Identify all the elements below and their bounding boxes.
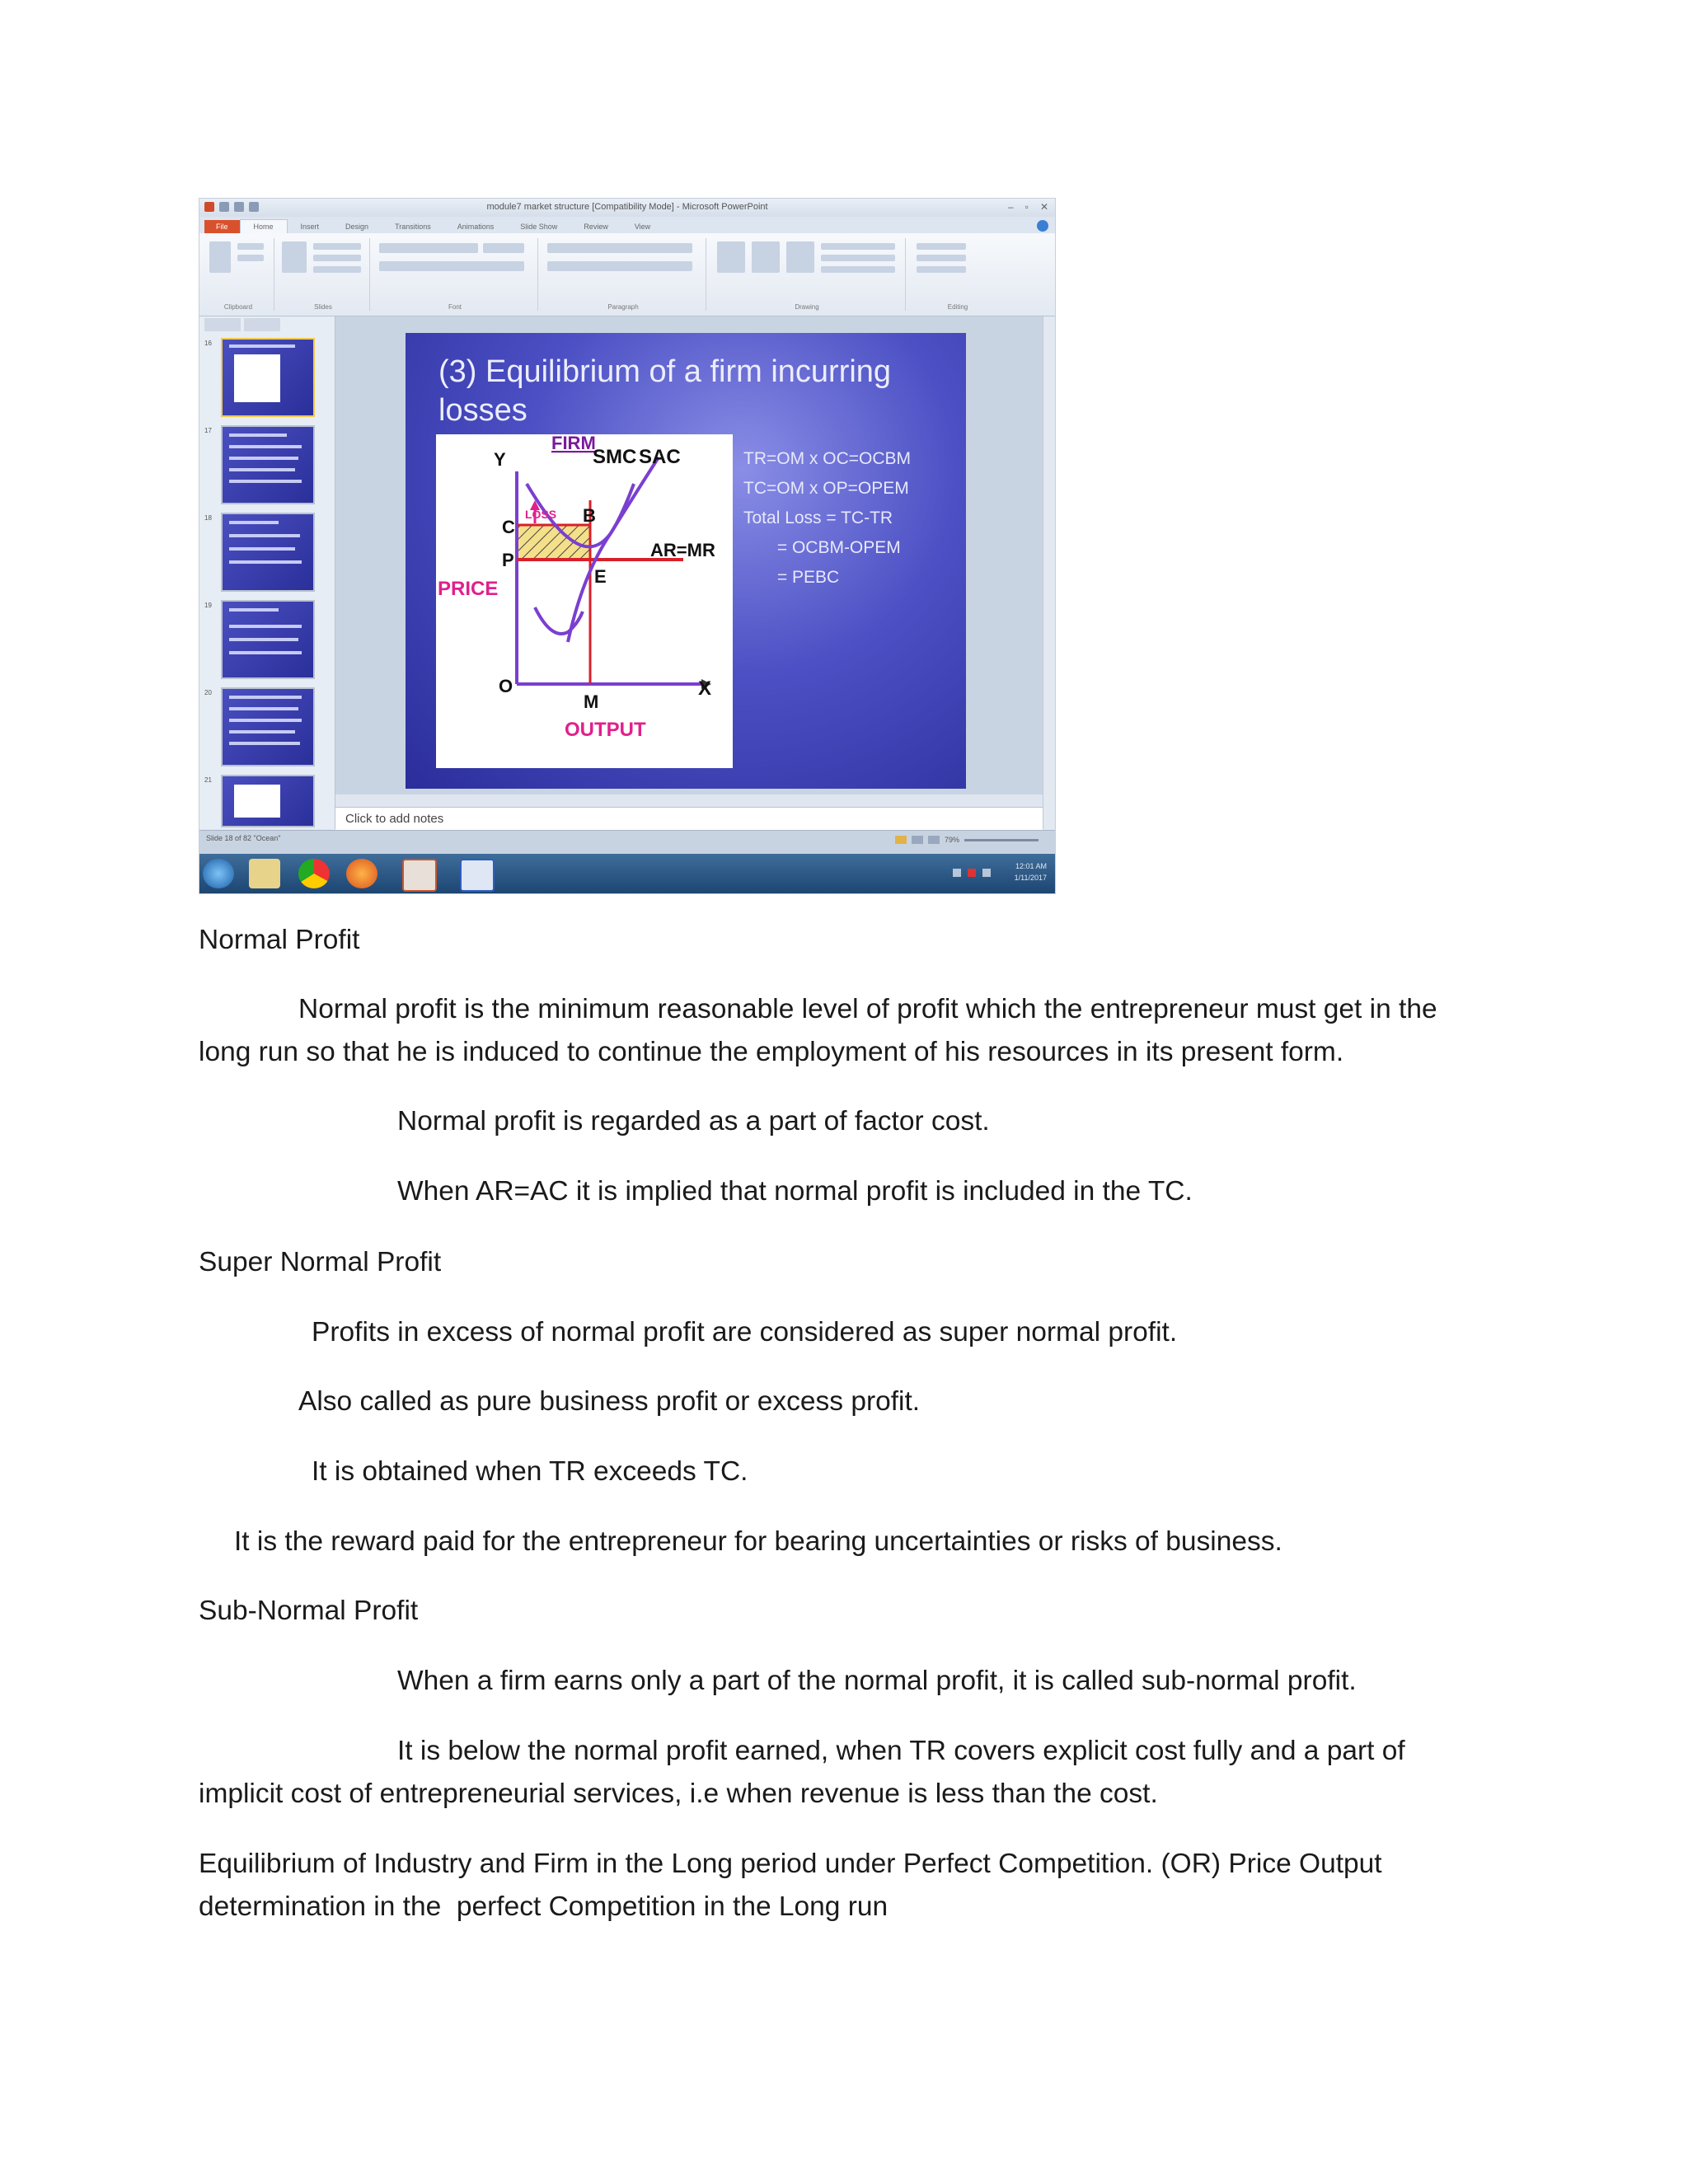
start-button-icon[interactable] xyxy=(203,859,234,888)
ribbon-group-label: Slides xyxy=(314,303,332,311)
y-axis-label: Y xyxy=(494,449,506,470)
taskbar-clock[interactable]: 12:01 AM 1/11/2017 xyxy=(1014,862,1047,882)
slide-sorter-icon[interactable] xyxy=(912,836,923,844)
powerpoint-taskbar-icon[interactable] xyxy=(402,859,437,892)
find-button[interactable] xyxy=(917,243,966,250)
tab-view[interactable]: View xyxy=(634,223,651,231)
tab-slide-show[interactable]: Slide Show xyxy=(520,223,558,231)
slide-title[interactable]: (3) Equilibrium of a firm incurring losses xyxy=(438,354,892,428)
window-controls[interactable] xyxy=(1008,201,1048,213)
normal-view-icon[interactable] xyxy=(895,836,907,844)
heading-sub-normal-profit: Sub-Normal Profit xyxy=(199,1596,419,1626)
shapes-button[interactable] xyxy=(717,241,745,273)
paragraph-super-also-called: Also called as pure business profit or excess profit. xyxy=(298,1386,921,1417)
formula-line: TC=OM x OP=OPEM xyxy=(743,479,909,498)
slide-thumbnail-pane[interactable] xyxy=(199,316,335,829)
paragraph-normal-definition-line2: long run so that he is induced to continue the employment of his resources in its present form. xyxy=(199,1037,1344,1067)
section-button[interactable] xyxy=(313,266,361,273)
help-icon[interactable] xyxy=(1037,220,1048,232)
ribbon-group-drawing xyxy=(709,238,906,311)
list-buttons[interactable] xyxy=(547,243,692,253)
paste-button[interactable] xyxy=(209,241,231,273)
cut-button[interactable] xyxy=(237,243,264,250)
price-label: PRICE xyxy=(438,578,499,600)
status-bar xyxy=(199,830,1055,854)
paragraph-normal-factor-cost: Normal profit is regarded as a part of factor cost. xyxy=(397,1106,990,1137)
vertical-scrollbar[interactable] xyxy=(1043,316,1055,829)
tab-slides[interactable] xyxy=(204,318,241,331)
tab-design[interactable]: Design xyxy=(345,223,369,231)
slide-count-status: Slide 18 of 82 "Ocean" xyxy=(206,834,281,842)
loss-hatch xyxy=(517,525,590,560)
ribbon-group-paragraph xyxy=(541,238,706,311)
ribbon-tabs xyxy=(199,217,1055,233)
tab-review[interactable]: Review xyxy=(584,223,608,231)
ribbon-group-label: Paragraph xyxy=(607,303,639,311)
font-size-select[interactable] xyxy=(483,243,524,253)
notes-placeholder: Click to add notes xyxy=(345,812,444,826)
file-explorer-icon[interactable] xyxy=(249,859,280,888)
m-label: M xyxy=(584,691,599,712)
p-label: P xyxy=(502,550,514,570)
tab-file[interactable]: File xyxy=(204,220,240,233)
paragraph-sub-part: When a firm earns only a part of the normal profit, it is called sub-normal profit. xyxy=(397,1666,1357,1696)
title-bar xyxy=(199,199,1055,217)
font-format-buttons[interactable] xyxy=(379,261,524,271)
paragraph-super-tr-exceeds: It is obtained when TR exceeds TC. xyxy=(312,1456,748,1487)
ribbon-group-label: Font xyxy=(448,303,462,311)
paragraph-normal-ar-ac: When AR=AC it is implied that normal profit is included in the TC. xyxy=(397,1176,1193,1207)
thumbnail-pane-tabs[interactable] xyxy=(199,316,335,333)
firefox-icon[interactable] xyxy=(346,859,377,888)
close-icon[interactable]: ✕ xyxy=(1039,201,1048,213)
slide-thumbnail[interactable]: 16 xyxy=(221,338,315,417)
reset-button[interactable] xyxy=(313,255,361,261)
align-buttons[interactable] xyxy=(547,261,692,271)
minimize-icon[interactable]: – xyxy=(1007,201,1014,213)
tab-insert[interactable]: Insert xyxy=(300,223,320,231)
slide-canvas[interactable] xyxy=(406,333,966,789)
ribbon-group-label: Editing xyxy=(947,303,968,311)
quick-styles-button[interactable] xyxy=(786,241,814,273)
b-label: B xyxy=(583,505,596,526)
paragraph-sub-below-line2: implicit cost of entrepreneurial services, i.e when revenue is less than the cost. xyxy=(199,1779,1158,1809)
formula-line: = PEBC xyxy=(743,568,840,587)
window-title: module7 market structure [Compatibility Mode] - Microsoft PowerPoint xyxy=(486,202,768,212)
heading-normal-profit: Normal Profit xyxy=(199,925,360,955)
ribbon-group-label: Drawing xyxy=(795,303,819,311)
slide-thumbnail[interactable]: 21 xyxy=(221,775,315,827)
zoom-level[interactable]: 79% xyxy=(944,836,959,844)
volume-icon[interactable] xyxy=(982,869,991,877)
layout-button[interactable] xyxy=(313,243,361,250)
copy-button[interactable] xyxy=(237,255,264,261)
ribbon-group-clipboard xyxy=(203,238,274,311)
sac-label: SAC xyxy=(639,446,681,468)
notes-pane[interactable] xyxy=(335,807,1043,831)
formula-line: Total Loss = TC-TR xyxy=(743,509,893,527)
slide-thumbnail[interactable]: 18 xyxy=(221,513,315,592)
slide-thumbnail[interactable]: 20 xyxy=(221,687,315,766)
zoom-slider[interactable] xyxy=(964,839,1039,841)
maximize-icon[interactable]: ▫ xyxy=(1025,201,1029,213)
heading-super-normal-profit: Super Normal Profit xyxy=(199,1247,442,1277)
shape-effects-button[interactable] xyxy=(821,266,895,273)
firm-label: FIRM xyxy=(551,434,596,453)
ribbon-group-font xyxy=(373,238,538,311)
slide-thumbnail[interactable]: 19 xyxy=(221,600,315,679)
ar-mr-label: AR=MR xyxy=(650,540,715,560)
x-axis-label: X xyxy=(698,677,712,700)
paragraph-sub-below-line1: It is below the normal profit earned, when TR covers explicit cost fully and a part of xyxy=(397,1736,1405,1766)
loss-formulas[interactable] xyxy=(743,444,911,593)
replace-button[interactable] xyxy=(917,255,966,261)
paragraph-equilibrium-line2: determination in the perfect Competition in the Long run xyxy=(199,1891,889,1922)
ribbon-group-label: Clipboard xyxy=(223,303,253,311)
ribbon xyxy=(199,233,1055,316)
arrange-button[interactable] xyxy=(752,241,780,273)
network-icon[interactable] xyxy=(953,869,961,877)
view-zoom-controls[interactable] xyxy=(895,836,1039,844)
chrome-icon[interactable] xyxy=(298,859,330,888)
alert-flag-icon[interactable] xyxy=(968,869,976,877)
output-label: OUTPUT xyxy=(565,719,646,741)
smc-label: SMC xyxy=(593,446,637,468)
reading-view-icon[interactable] xyxy=(928,836,940,844)
paragraph-super-reward: It is the reward paid for the entrepreneur for bearing uncertainties or risks of business. xyxy=(234,1526,1282,1557)
e-label: E xyxy=(594,566,607,587)
slide-thumbnail[interactable]: 17 xyxy=(221,425,315,504)
loss-label: LOSS xyxy=(525,508,557,521)
equilibrium-loss-diagram xyxy=(436,434,733,768)
paragraph-equilibrium-line1: Equilibrium of Industry and Firm in the Long period under Perfect Competition. (OR) Price Output xyxy=(199,1849,1382,1879)
origin-label: O xyxy=(499,676,513,696)
tab-transitions[interactable]: Transitions xyxy=(395,223,431,231)
word-taskbar-icon[interactable] xyxy=(460,859,495,892)
system-tray[interactable] xyxy=(953,869,991,877)
paragraph-super-excess: Profits in excess of normal profit are considered as super normal profit. xyxy=(312,1317,1178,1347)
powerpoint-screenshot xyxy=(199,198,1056,894)
windows-taskbar xyxy=(199,854,1055,893)
paragraph-normal-definition-line1: Normal profit is the minimum reasonable level of profit which the entrepreneur must get in the xyxy=(298,994,1437,1024)
shape-outline-button[interactable] xyxy=(821,255,895,261)
tab-animations[interactable]: Animations xyxy=(457,223,495,231)
new-slide-button[interactable] xyxy=(282,241,307,273)
shape-fill-button[interactable] xyxy=(821,243,895,250)
font-name-select[interactable] xyxy=(379,243,478,253)
formula-line: TR=OM x OC=OCBM xyxy=(743,449,912,468)
ribbon-group-editing xyxy=(908,238,1007,311)
cost-curve-diagram xyxy=(436,434,733,768)
tab-outline[interactable] xyxy=(244,318,280,331)
select-button[interactable] xyxy=(917,266,966,273)
ribbon-group-slides xyxy=(277,238,370,311)
c-label: C xyxy=(502,517,515,537)
tab-home[interactable]: Home xyxy=(240,219,288,233)
formula-line: = OCBM-OPEM xyxy=(743,538,901,557)
